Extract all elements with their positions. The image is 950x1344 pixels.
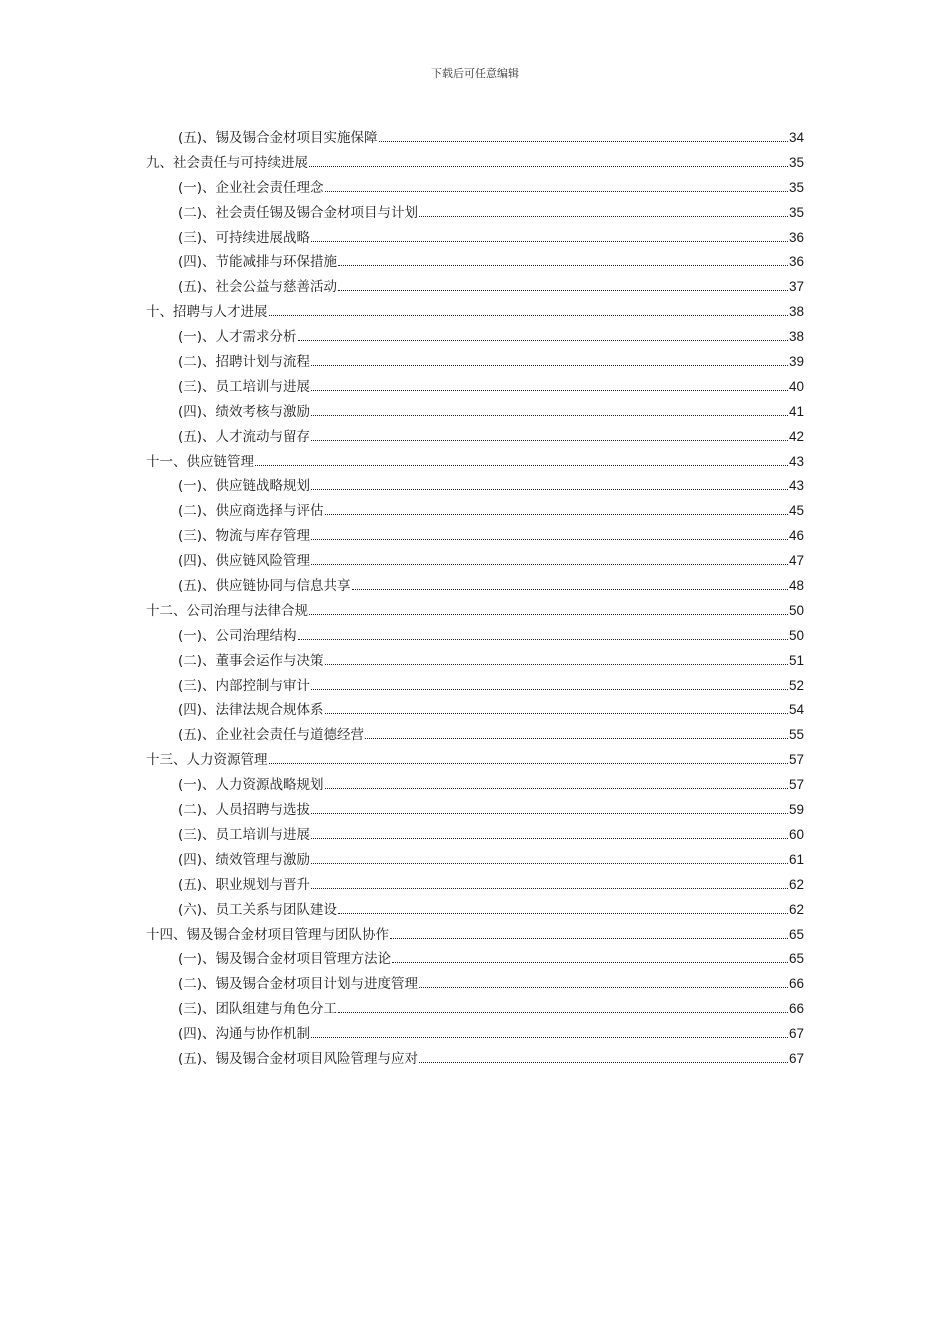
- toc-page-number: 45: [788, 503, 804, 519]
- toc-entry-title: (二)、锡及锡合金材项目计划与进度管理: [178, 976, 419, 993]
- toc-section-entry[interactable]: [146, 624, 804, 649]
- page-header: 下载后可任意编辑: [431, 67, 519, 80]
- toc-section-entry[interactable]: [146, 201, 804, 226]
- toc-dot-leader: [311, 813, 788, 814]
- toc-dot-leader: [311, 440, 788, 441]
- toc-chapter-entry[interactable]: [146, 599, 804, 624]
- toc-section-entry[interactable]: [146, 798, 804, 823]
- toc-page-number: 66: [788, 1001, 804, 1017]
- toc-entry-title: (三)、物流与库存管理: [178, 528, 311, 545]
- toc-page-number: 57: [788, 777, 804, 793]
- toc-section-entry[interactable]: [146, 400, 804, 425]
- toc-section-entry[interactable]: [146, 723, 804, 748]
- toc-page-number: 37: [788, 279, 804, 295]
- toc-dot-leader: [298, 639, 788, 640]
- toc-entry-title: (四)、供应链风险管理: [178, 553, 311, 570]
- toc-dot-leader: [325, 514, 788, 515]
- toc-page-number: 42: [788, 428, 804, 444]
- toc-page-number: 43: [788, 478, 804, 494]
- toc-dot-leader: [338, 290, 788, 291]
- toc-dot-leader: [419, 1062, 788, 1063]
- toc-dot-leader: [311, 564, 788, 565]
- toc-dot-leader: [365, 738, 788, 739]
- table-of-contents: [146, 126, 804, 1072]
- toc-page-number: 38: [788, 329, 804, 345]
- toc-section-entry[interactable]: [146, 325, 804, 350]
- toc-page-number: 60: [788, 826, 804, 842]
- toc-section-entry[interactable]: [146, 773, 804, 798]
- toc-entry-title: (二)、招聘计划与流程: [178, 354, 311, 371]
- toc-dot-leader: [311, 838, 788, 839]
- toc-page-number: 40: [788, 378, 804, 394]
- toc-dot-leader: [255, 465, 788, 466]
- toc-dot-leader: [269, 315, 788, 316]
- toc-page-number: 35: [788, 154, 804, 170]
- toc-dot-leader: [325, 191, 788, 192]
- toc-chapter-entry[interactable]: [146, 923, 804, 948]
- toc-entry-title: (一)、企业社会责任理念: [178, 179, 324, 196]
- toc-page-number: 62: [788, 876, 804, 892]
- toc-entry-title: 九、社会责任与可持续进展: [146, 154, 308, 171]
- toc-dot-leader: [269, 763, 788, 764]
- toc-section-entry[interactable]: [146, 549, 804, 574]
- toc-dot-leader: [325, 713, 788, 714]
- toc-dot-leader: [311, 415, 788, 416]
- toc-page-number: 50: [788, 627, 804, 643]
- toc-entry-title: (四)、法律法规合规体系: [178, 702, 324, 719]
- toc-chapter-entry[interactable]: [146, 300, 804, 325]
- toc-section-entry[interactable]: [146, 425, 804, 450]
- toc-page-number: 57: [788, 752, 804, 768]
- toc-section-entry[interactable]: [146, 226, 804, 251]
- toc-page-number: 59: [788, 802, 804, 818]
- toc-page-number: 67: [788, 1026, 804, 1042]
- toc-entry-title: 十、招聘与人才进展: [146, 304, 268, 321]
- toc-entry-title: (六)、员工关系与团队建设: [178, 901, 338, 918]
- toc-section-entry[interactable]: [146, 972, 804, 997]
- toc-dot-leader: [311, 1037, 788, 1038]
- toc-entry-title: (一)、锡及锡合金材项目管理方法论: [178, 951, 392, 968]
- toc-entry-title: (二)、供应商选择与评估: [178, 503, 324, 520]
- toc-dot-leader: [338, 913, 788, 914]
- toc-page-number: 65: [788, 926, 804, 942]
- toc-section-entry[interactable]: [146, 873, 804, 898]
- toc-page-number: 41: [788, 403, 804, 419]
- toc-page-number: 35: [788, 179, 804, 195]
- toc-entry-title: (五)、社会公益与慈善活动: [178, 279, 338, 296]
- toc-entry-title: (一)、公司治理结构: [178, 627, 297, 644]
- toc-dot-leader: [338, 1012, 788, 1013]
- toc-entry-title: (二)、人员招聘与选拔: [178, 802, 311, 819]
- toc-section-entry[interactable]: [146, 1047, 804, 1072]
- toc-entry-title: (三)、员工培训与进展: [178, 826, 311, 843]
- toc-page-number: 38: [788, 304, 804, 320]
- toc-dot-leader: [311, 689, 788, 690]
- toc-entry-title: (五)、锡及锡合金材项目风险管理与应对: [178, 1050, 419, 1067]
- toc-entry-title: (四)、绩效考核与激励: [178, 403, 311, 420]
- toc-page-number: 66: [788, 976, 804, 992]
- toc-dot-leader: [390, 938, 788, 939]
- toc-entry-title: (五)、企业社会责任与道德经营: [178, 727, 365, 744]
- toc-entry-title: (五)、人才流动与留存: [178, 428, 311, 445]
- toc-page-number: 51: [788, 652, 804, 668]
- toc-entry-title: (一)、人才需求分析: [178, 329, 297, 346]
- toc-section-entry[interactable]: [146, 997, 804, 1022]
- toc-dot-leader: [379, 141, 788, 142]
- toc-dot-leader: [311, 863, 788, 864]
- toc-page-number: 46: [788, 528, 804, 544]
- toc-page-number: 34: [788, 130, 804, 145]
- toc-dot-leader: [309, 166, 788, 167]
- toc-page-number: 65: [788, 951, 804, 967]
- toc-entry-title: (一)、供应链战略规划: [178, 478, 311, 495]
- toc-dot-leader: [311, 365, 788, 366]
- toc-page-number: 62: [788, 901, 804, 917]
- toc-entry-title: (一)、人力资源战略规划: [178, 777, 324, 794]
- toc-dot-leader: [311, 888, 788, 889]
- toc-dot-leader: [325, 664, 788, 665]
- toc-section-entry[interactable]: [146, 674, 804, 699]
- toc-page-number: 54: [788, 702, 804, 718]
- toc-section-entry[interactable]: [146, 499, 804, 524]
- toc-dot-leader: [325, 788, 788, 789]
- toc-chapter-entry[interactable]: [146, 151, 804, 176]
- toc-entry-title: (三)、员工培训与进展: [178, 378, 311, 395]
- toc-dot-leader: [352, 589, 788, 590]
- toc-entry-title: 十二、公司治理与法律合规: [146, 602, 308, 619]
- toc-page-number: 55: [788, 727, 804, 743]
- toc-section-entry[interactable]: [146, 898, 804, 923]
- toc-section-entry[interactable]: [146, 250, 804, 275]
- toc-entry-title: (五)、职业规划与晋升: [178, 876, 311, 893]
- toc-chapter-entry[interactable]: [146, 748, 804, 773]
- toc-section-entry[interactable]: [146, 823, 804, 848]
- toc-section-entry[interactable]: [146, 574, 804, 599]
- toc-section-entry[interactable]: [146, 176, 804, 201]
- toc-page-number: 36: [788, 229, 804, 245]
- toc-dot-leader: [311, 241, 788, 242]
- toc-dot-leader: [419, 987, 788, 988]
- toc-page-number: 50: [788, 602, 804, 618]
- toc-page-number: 35: [788, 204, 804, 220]
- toc-page-number: 39: [788, 354, 804, 370]
- toc-section-entry[interactable]: [146, 126, 804, 151]
- toc-page-number: 52: [788, 677, 804, 693]
- toc-entry-title: (五)、锡及锡合金材项目实施保障: [178, 130, 378, 146]
- toc-dot-leader: [298, 340, 788, 341]
- toc-section-entry[interactable]: [146, 275, 804, 300]
- toc-dot-leader: [392, 962, 788, 963]
- toc-page-number: 36: [788, 254, 804, 270]
- toc-section-entry[interactable]: [146, 474, 804, 499]
- toc-chapter-entry[interactable]: [146, 450, 804, 475]
- toc-section-entry[interactable]: [146, 649, 804, 674]
- toc-dot-leader: [311, 539, 788, 540]
- toc-entry-title: (二)、董事会运作与决策: [178, 652, 324, 669]
- toc-page-number: 48: [788, 578, 804, 594]
- toc-entry-title: (四)、绩效管理与激励: [178, 851, 311, 868]
- toc-dot-leader: [419, 216, 788, 217]
- toc-entry-title: 十三、人力资源管理: [146, 752, 268, 769]
- toc-entry-title: (三)、可持续进展战略: [178, 229, 311, 246]
- toc-section-entry[interactable]: [146, 524, 804, 549]
- toc-entry-title: 十一、供应链管理: [146, 453, 254, 470]
- toc-entry-title: (三)、内部控制与审计: [178, 677, 311, 694]
- toc-dot-leader: [311, 390, 788, 391]
- toc-page-number: 61: [788, 851, 804, 867]
- toc-entry-title: (四)、节能减排与环保措施: [178, 254, 338, 271]
- toc-section-entry[interactable]: [146, 1022, 804, 1047]
- toc-section-entry[interactable]: [146, 698, 804, 723]
- toc-page-number: 67: [788, 1050, 804, 1066]
- toc-page-number: 43: [788, 453, 804, 469]
- toc-entry-title: (四)、沟通与协作机制: [178, 1026, 311, 1043]
- toc-section-entry[interactable]: [146, 350, 804, 375]
- toc-entry-title: (五)、供应链协同与信息共享: [178, 578, 351, 595]
- toc-dot-leader: [338, 265, 788, 266]
- toc-section-entry[interactable]: [146, 947, 804, 972]
- toc-section-entry[interactable]: [146, 848, 804, 873]
- toc-section-entry[interactable]: [146, 375, 804, 400]
- toc-dot-leader: [309, 614, 788, 615]
- toc-entry-title: (二)、社会责任锡及锡合金材项目与计划: [178, 204, 419, 221]
- toc-entry-title: 十四、锡及锡合金材项目管理与团队协作: [146, 926, 389, 943]
- toc-entry-title: (三)、团队组建与角色分工: [178, 1001, 338, 1018]
- toc-dot-leader: [311, 489, 788, 490]
- toc-page-number: 47: [788, 553, 804, 569]
